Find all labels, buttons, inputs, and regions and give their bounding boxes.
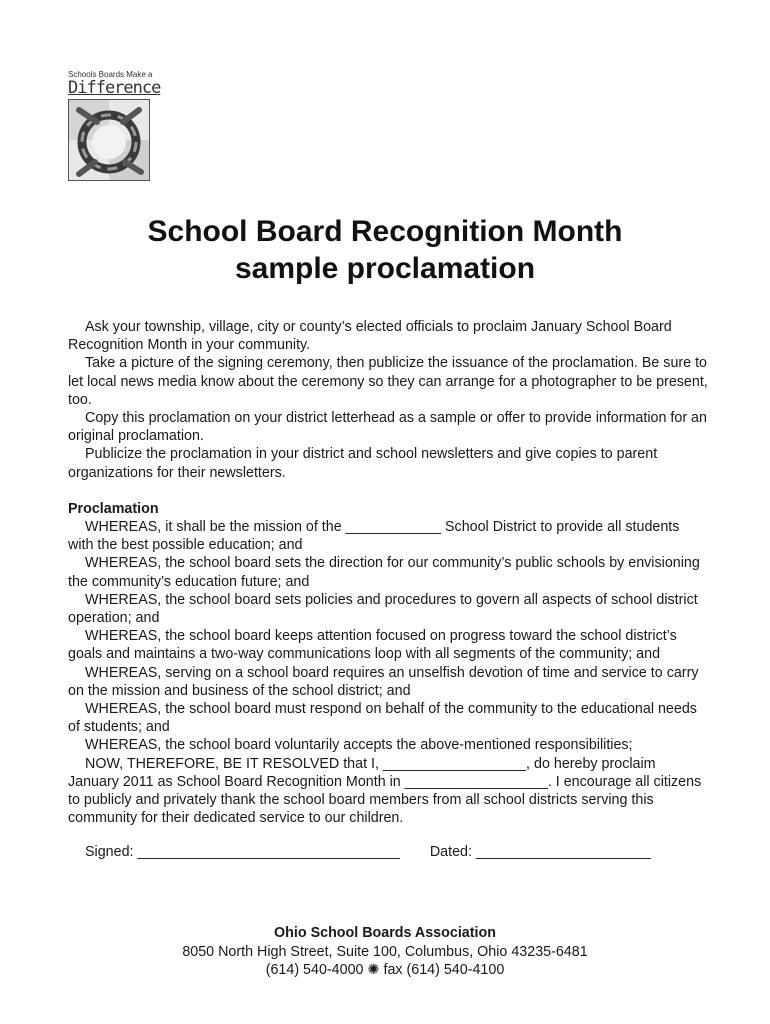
page-title — [0, 213, 770, 287]
document-body — [68, 318, 708, 827]
intro-paragraph: Take a picture of the signing ceremony, then publicize the issuance of the proclamation. Be sure to let local news media know about the ceremony so they can arrange for a photographer to be present, too. — [68, 355, 708, 408]
dated-line: Dated: ______________________ — [429, 844, 651, 860]
logo — [68, 70, 161, 181]
intro-paragraph: Copy this proclamation on your district letterhead as a sample or offer to provide information for an original proclamation. — [68, 410, 707, 445]
footer-phone: (614) 540-4000 — [265, 962, 364, 978]
footer-fax: fax (614) 540-4100 — [383, 962, 505, 978]
footer-address: 8050 North High Street, Suite 100, Columbus, Ohio 43235-6481 — [182, 943, 588, 960]
hands-circle-logo-image — [68, 99, 150, 181]
proclamation-clause: WHEREAS, the school board voluntarily accepts the above-mentioned responsibilities; — [85, 737, 633, 754]
logo-wordmark: Difference — [68, 78, 161, 98]
proclamation-heading: Proclamation — [68, 500, 159, 517]
proclamation-clause: WHEREAS, the school board must respond on behalf of the community to the educational needs of students; and — [68, 701, 697, 736]
intro-paragraph: Publicize the proclamation in your district and school newsletters and give copies to parent organizations for their newsletters. — [68, 446, 658, 481]
proclamation-clause: WHEREAS, the school board sets the direction for our community’s public schools by envisioning the community’s education future; and — [68, 555, 700, 590]
intro-paragraph: Ask your township, village, city or county’s elected officials to proclaim January School Board Recognition Month in your community. — [68, 319, 672, 354]
proclamation-clause: WHEREAS, serving on a school board requires an unselfish devotion of time and service to carry on the mission and business of the school district; and — [68, 664, 699, 699]
footer-org-name: Ohio School Boards Association — [274, 925, 496, 941]
proclamation-clause: WHEREAS, it shall be the mission of the ____________ School District to provide all students with the best possible education; and — [68, 519, 680, 554]
proclamation-clause: NOW, THEREFORE, BE IT RESOLVED that I, __________________, do hereby proclaim January 2011 as School Board Recognition Month in __________________. I encourage all citizens to publicly and privately thank the school board members from all school districts serving this community for their dedicated service to our children. — [68, 755, 702, 827]
signed-line: Signed: _________________________________ — [85, 844, 400, 860]
footer — [0, 924, 770, 980]
proclamation-clause: WHEREAS, the school board keeps attention focused on progress toward the school district’s goals and maintains a two-way communications loop with all segments of the community; and — [68, 628, 677, 663]
title-line-2: sample proclamation — [234, 252, 536, 285]
title-line-1: School Board Recognition Month — [147, 215, 623, 248]
footer-contact — [0, 961, 770, 980]
logo-tagline: Schools Boards Make a — [68, 70, 153, 79]
signature-row — [85, 843, 705, 861]
starburst-icon: ✺ — [367, 962, 380, 978]
proclamation-clause: WHEREAS, the school board sets policies and procedures to govern all aspects of school district operation; and — [68, 591, 698, 627]
